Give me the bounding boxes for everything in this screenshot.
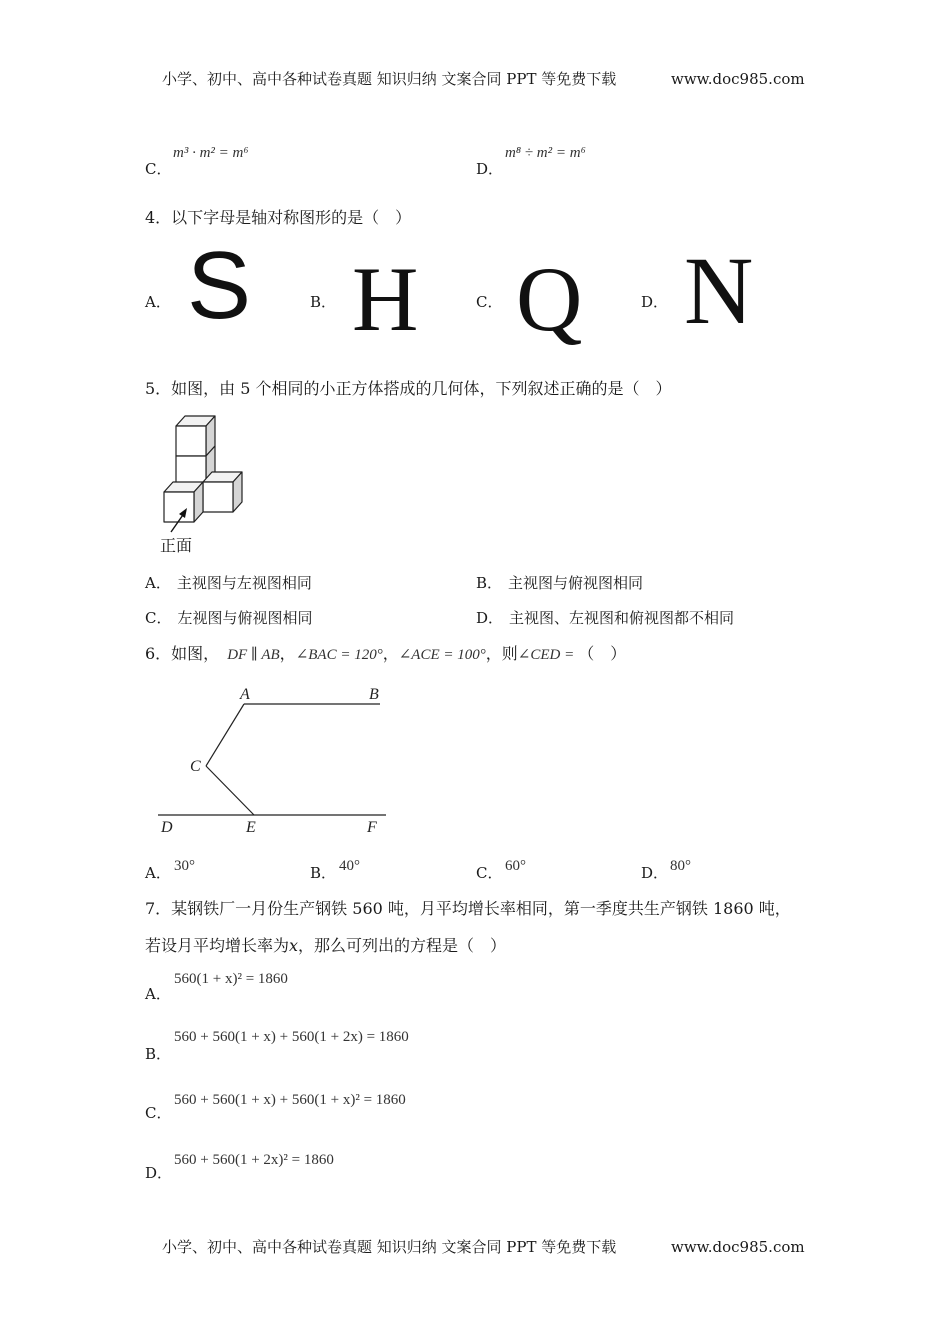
- q3-option-d-expr: m⁸ ÷ m² = m⁶: [505, 145, 586, 161]
- q6-paren: （ ）: [578, 644, 627, 663]
- q5-option-a-label: A．: [145, 574, 171, 592]
- q6-option-d-label: D．: [641, 864, 669, 882]
- point-c-label: C: [190, 758, 201, 775]
- q7-stem-line2-b: ，那么可列出的方程是（ ）: [298, 936, 507, 955]
- q7-stem-line1: 7．某钢铁厂一月份生产钢铁 560 吨，月平均增长率相同，第一季度共生产钢铁 1860 吨，: [145, 899, 791, 918]
- q5-option-b-label: B．: [476, 574, 503, 592]
- q5-option-a-text: 主视图与左视图相同: [176, 574, 312, 592]
- q6-option-a-label: A．: [145, 864, 171, 882]
- q5-option-a: [145, 572, 312, 593]
- q5-option-b-text: 主视图与俯视图相同: [508, 574, 644, 592]
- q6-stem: [145, 641, 626, 664]
- q7-var-x: x: [289, 936, 299, 955]
- q5-stem: 5．如图，由 5 个相同的小正方体搭成的几何体，下列叙述正确的是（ ）: [145, 379, 672, 398]
- q4-letter-n: N: [684, 237, 754, 344]
- q5-option-b: [476, 572, 643, 593]
- q6-sep2: ，: [382, 644, 399, 663]
- q6-stem-prefix: 6．如图，: [145, 644, 220, 663]
- q3-option-c-expr: m³ · m² = m⁶: [173, 145, 249, 161]
- q6-cond-parallel: DF ∥ AB: [227, 647, 280, 663]
- q7-option-d-label: D．: [145, 1164, 173, 1182]
- point-e-label: E: [246, 819, 256, 836]
- q5-option-d: [476, 607, 734, 628]
- q3-option-c-label: C．: [145, 160, 172, 178]
- q6-option-c-value: 60°: [505, 858, 526, 874]
- q4-option-d-label: D．: [641, 293, 669, 311]
- segment-ce: [206, 766, 254, 815]
- point-b-label: B: [369, 686, 379, 703]
- q6-cond-bac: ∠BAC = 120°: [295, 647, 383, 663]
- q4-option-c-label: C．: [476, 293, 503, 311]
- q4-option-b-label: B．: [310, 293, 337, 311]
- cube-top-front-face: [176, 426, 206, 456]
- page-header-url[interactable]: www.doc985.com: [671, 70, 805, 88]
- q6-option-c-label: C．: [476, 864, 503, 882]
- cube-front-front-face: [164, 492, 194, 522]
- q6-option-a-value: 30°: [174, 858, 195, 874]
- q7-option-d-expr: 560 + 560(1 + 2x)² = 1860: [174, 1152, 334, 1168]
- cube-right-front-face: [203, 482, 233, 512]
- point-d-label: D: [161, 819, 173, 836]
- q7-option-c-label: C．: [145, 1104, 172, 1122]
- q6-geometry-figure: [150, 680, 400, 840]
- q5-front-label: 正面: [160, 536, 193, 555]
- q7-stem-line2: [145, 933, 506, 956]
- q4-letter-q: Q: [516, 248, 583, 350]
- q4-letter-s: S: [187, 232, 252, 339]
- q6-sep1: ，: [279, 644, 296, 663]
- point-f-label: F: [367, 819, 377, 836]
- q6-option-b-label: B．: [310, 864, 337, 882]
- point-a-label: A: [240, 686, 250, 703]
- q3-option-d-label: D．: [476, 160, 504, 178]
- q5-option-c: [145, 607, 313, 628]
- page-header-text: 小学、初中、高中各种试卷真题 知识归纳 文案合同 PPT 等免费下载: [162, 70, 617, 88]
- q6-stem-suffix: ，则: [485, 644, 518, 663]
- q7-option-b-expr: 560 + 560(1 + x) + 560(1 + 2x) = 1860: [174, 1029, 409, 1045]
- q6-cond-ace: ∠ACE = 100°: [398, 647, 486, 663]
- page-footer-url[interactable]: www.doc985.com: [671, 1238, 805, 1256]
- q7-stem-line2-a: 若设月平均增长率为: [145, 936, 290, 955]
- q7-option-a-expr: 560(1 + x)² = 1860: [174, 971, 288, 987]
- q7-option-a-label: A．: [145, 985, 171, 1003]
- q5-option-d-text: 主视图、左视图和俯视图都不相同: [509, 609, 735, 627]
- q6-ask: ∠CED =: [517, 647, 575, 663]
- q5-option-c-label: C．: [145, 609, 172, 627]
- q4-letter-h: H: [352, 248, 419, 350]
- q5-option-c-text: 左视图与俯视图相同: [177, 609, 313, 627]
- q7-option-b-label: B．: [145, 1045, 172, 1063]
- segment-ac: [206, 704, 244, 766]
- page-footer-text: 小学、初中、高中各种试卷真题 知识归纳 文案合同 PPT 等免费下载: [162, 1238, 617, 1256]
- q4-option-a-label: A．: [145, 293, 171, 311]
- q6-option-d-value: 80°: [670, 858, 691, 874]
- q5-option-d-label: D．: [476, 609, 504, 627]
- q7-option-c-expr: 560 + 560(1 + x) + 560(1 + x)² = 1860: [174, 1092, 406, 1108]
- q4-stem: 4．以下字母是轴对称图形的是（ ）: [145, 208, 412, 227]
- q6-option-b-value: 40°: [339, 858, 360, 874]
